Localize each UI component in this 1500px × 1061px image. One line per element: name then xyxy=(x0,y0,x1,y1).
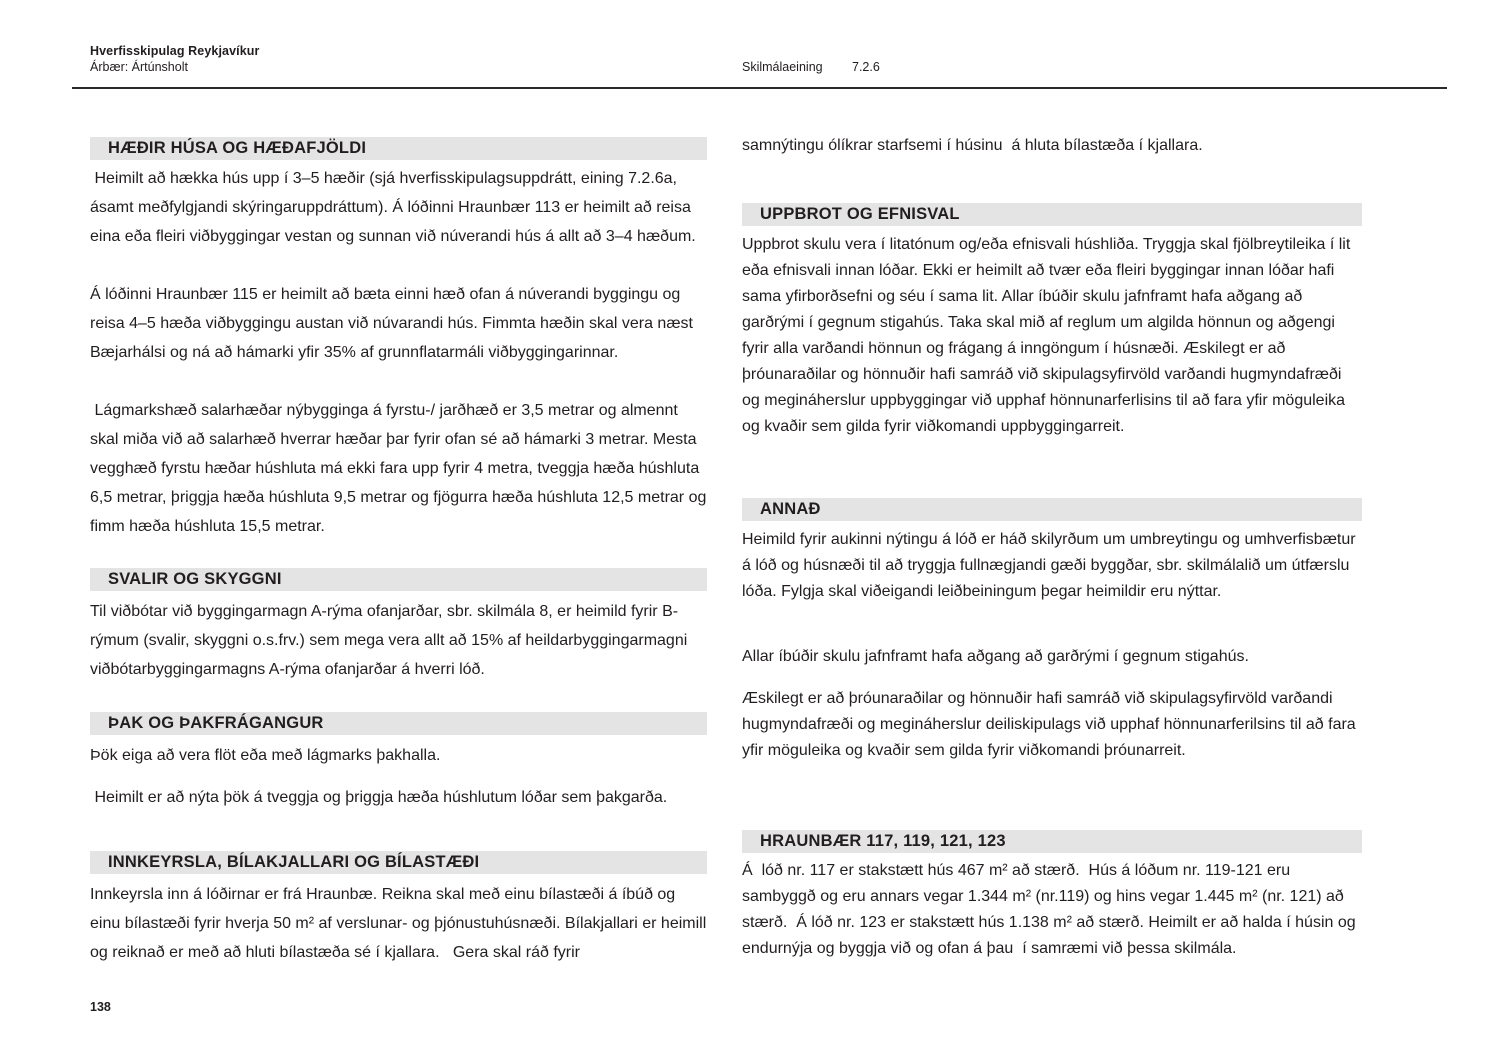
section-heading-haedir-husa: HÆÐIR HÚSA OG HÆÐAFJÖLDI xyxy=(90,137,707,160)
paragraph-svalir-1: Til viðbótar við byggingarmagn A-rýma ofanjarðar, sbr. skilmála 8, er heimild fyrir B-rýmum (svalir, skyggni o.s.frv.) sem mega vera allt að 15% af heildarbyggingarmagni viðbótarbyggingarmagns A-rýma ofanjarðar á hverri lóð. xyxy=(90,603,692,678)
document-subtitle: Árbær: Ártúnsholt xyxy=(90,60,188,74)
page-number: 138 xyxy=(90,1000,111,1014)
section-heading-svalir-og-skyggni: SVALIR OG SKYGGNI xyxy=(90,568,707,591)
paragraph-haedir-2: Á lóðinni Hraunbær 115 er heimilt að bæta einni hæð ofan á núverandi byggingu og reisa 4–5 hæða viðbyggingu austan við núvarandi hús. Fimmta hæðin skal vera næst Bæjarhálsi og ná að hámarki yfir 35% af grunnflatarmáli viðbyggingarinnar. xyxy=(90,286,698,361)
paragraph-annad-3: Æskilegt er að þróunaraðilar og hönnuðir hafi samráð við skipulagsyfirvöld varðandi hugmyndafræði og megináherslur deiliskipulags við upphaf hönnunarferilsins til að fara yfir möguleika og kvaðir sem gilda fyrir viðkomandi þróunarreit. xyxy=(742,690,1361,759)
paragraph-annad-2: Allar íbúðir skulu jafnframt hafa aðgang að garðrými í gegnum stigahús. xyxy=(742,648,1249,665)
paragraph-uppbrot-1: Uppbrot skulu vera í litatónum og/eða efnisvali húshliða. Tryggja skal fjölbreytileika í lit eða efnisvali innan lóðar. Ekki er heimilt að tvær eða fleiri byggingar innan lóðar hafi sama yfirborðsefni og séu í sama lit. Allar íbúðir skulu jafnframt hafa aðgang að garðrými í gegnum stigahús. Taka skal mið af reglum um algilda hönnun og aðgengi fyrir alla varðandi hönnun og frágang á inngöngum í húsnæði. Æskilegt er að þróunaraðilar og hönnuðir hafi samráð við skipulagsyfirvöld varðandi hugmyndafræði og megináherslur uppbyggingar við upphaf hönnunarferlisins til að fara yfir möguleika og kvaðir sem gilda fyrir viðkomandi uppbyggingarreit. xyxy=(742,236,1355,435)
section-heading-thak-og-thakfragangur: ÞAK OG ÞAKFRÁGANGUR xyxy=(90,712,707,735)
section-heading-annad: ANNAÐ xyxy=(742,498,1362,521)
section-heading-uppbrot-og-efnisval: UPPBROT OG EFNISVAL xyxy=(742,203,1362,226)
paragraph-haedir-3: Lágmarkshæð salarhæðar nýbygginga á fyrstu-/ jarðhæð er 3,5 metrar og almennt skal miða við að salarhæð hverrar hæðar þar fyrir ofan sé að hámarki 3 metrar. Mesta vegghæð fyrstu hæðar húshluta má ekki fara upp fyrir 4 metra, tveggja hæða húshluta 6,5 metrar, þriggja hæða húshluta 9,5 metrar og fjögurra hæða húshluta 12,5 metrar og fimm hæða húshluta 15,5 metrar. xyxy=(90,402,711,535)
section-heading-hraunbaer-117-123: HRAUNBÆR 117, 119, 121, 123 xyxy=(742,830,1362,853)
paragraph-haedir-1: Heimilt að hækka hús upp í 3–5 hæðir (sjá hverfisskipulagsuppdrátt, eining 7.2.6a, ásamt meðfylgjandi skýringaruppdráttum). Á lóðinni Hraunbær 113 er heimilt að reisa eina eða fleiri viðbyggingar vestan og sunnan við núverandi hús á allt að 3–4 hæðum. xyxy=(90,170,696,245)
paragraph-thak-2: Heimilt er að nýta þök á tveggja og þriggja hæða húshlutum lóðar sem þakgarða. xyxy=(90,789,668,806)
paragraph-annad-1: Heimild fyrir aukinni nýtingu á lóð er háð skilyrðum um umbreytingu og umhverfisbætur á lóð og húsnæði til að tryggja fullnægjandi gæði byggðar, sbr. skilmálalið um útfærslu lóða. Fylgja skal viðeigandi leiðbeiningum þegar heimildir eru nýttar. xyxy=(742,531,1361,600)
document-title: Hverfisskipulag Reykjavíkur xyxy=(90,44,260,58)
header-meta-label: Skilmálaeining xyxy=(742,60,823,74)
paragraph-hraunbaer-1: Á lóð nr. 117 er stakstætt hús 467 m² að stærð. Hús á lóðum nr. 119-121 eru sambyggð og eru annars vegar 1.344 m² (nr.119) og hins vegar 1.445 m² (nr. 121) að stærð. Á lóð nr. 123 er stakstætt hús 1.138 m² að stærð. Heimilt er að halda í húsin og endurnýja og byggja við og ofan á þau í samræmi við þessa skilmála. xyxy=(742,862,1361,957)
section-heading-innkeyrsla-bilakjallari: INNKEYRSLA, BÍLAKJALLARI OG BÍLASTÆÐI xyxy=(90,851,707,874)
header-rule xyxy=(72,87,1447,89)
paragraph-innkeyrsla-continued: samnýtingu ólíkrar starfsemi í húsinu á hluta bílastæða í kjallara. xyxy=(742,137,1203,154)
paragraph-innkeyrsla-1: Innkeyrsla inn á lóðirnar er frá Hraunbæ. Reikna skal með einu bílastæði á íbúð og einu bílastæði fyrir hverja 50 m² af verslunar- og þjónustuhúsnæði. Bílakjallari er heimill og reiknað er með að hluti bílastæða sé í kjallara. Gera skal ráð fyrir xyxy=(90,886,711,961)
paragraph-thak-1: Þök eiga að vera flöt eða með lágmarks þakhalla. xyxy=(90,747,441,764)
header-meta-value: 7.2.6 xyxy=(852,60,880,74)
